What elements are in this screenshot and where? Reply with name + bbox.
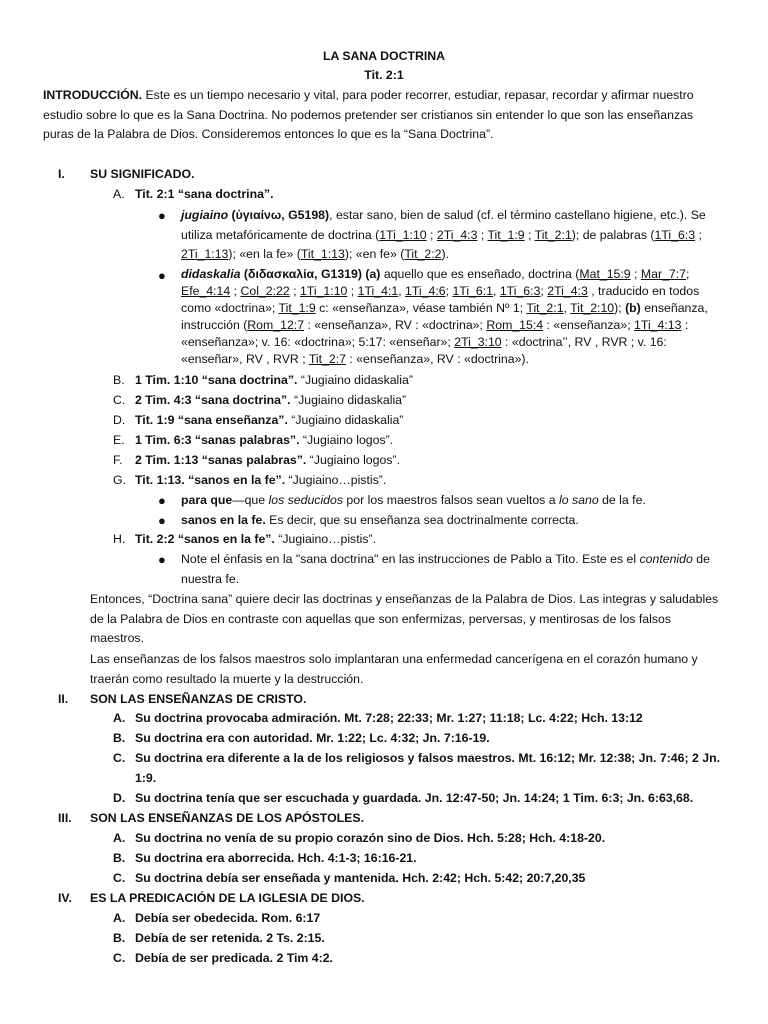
- item-text: 1 Tim. 6:3 “sanas palabras”. “Jugiaino logos”.: [135, 433, 394, 447]
- section-2-title: SON LAS ENSEÑANZAS DE CRISTO.: [90, 692, 307, 706]
- bullet-didaskalia: didaskalia (διδασκαλία, G1319) (a) aquello que es enseñado, doctrina (Mat_15:9 ; Mar_7:7; Efe_4:14 ; Col_2:22 ; 1Ti_1:10 ; 1Ti_4:1, 1Ti_4:6; 1Ti_6:1, 1Ti_6:3; 2Ti_4:3 , traducido en todos como «doctrina»; Tit_1:9 c: «enseñanza», véase también Nº 1; Tit_2:1, Tit_2:10); (b) enseñanza, instrucción (Rom_12:7 : «enseñanza», RV : «doctrina»; Rom_15:4 : «enseñanza»; 1Ti_4:13 : «enseñanza»; v. 16: «doctrina»; 5:17: «enseñar»; 2Ti_3:10 : «doctrina’’, RV , RVR ; v. 16: «enseñar», RV , RVR ; Tit_2:7 : «enseñanza», RV : «doctrina»).: [181, 267, 708, 366]
- item-letter: B.: [113, 931, 126, 945]
- bullet-text: ).: [441, 247, 449, 262]
- bullet-text: );: [614, 301, 626, 315]
- item-text: Debía ser obedecida. Rom. 6:17: [135, 911, 321, 925]
- scripture-link[interactable]: 1Ti_6:3: [654, 227, 696, 242]
- bullet-text: : «enseñanza», RV : «doctrina»).: [345, 352, 529, 366]
- greek-term: (ὑγιαίνω, G5198): [228, 208, 330, 222]
- scripture-link[interactable]: Mat_15:9: [579, 267, 631, 281]
- item-letter: A.: [113, 187, 125, 201]
- item-letter: C.: [113, 751, 126, 765]
- bullet-para-que: para que—que los seducidos por los maestros falsos sean vueltos a lo sano de la fe.: [181, 493, 646, 507]
- bullet-text: aquello que es enseñado, doctrina (: [380, 267, 580, 281]
- scripture-link[interactable]: 2Ti_1:13: [181, 247, 229, 262]
- scripture-link[interactable]: Tit_2:2: [404, 247, 442, 262]
- bullet-note-emphasis: Note el énfasis en la "sana doctrina" en las instrucciones de Pablo a Tito. Este es el contenido de: [181, 552, 710, 566]
- bullet-text: : «enseñanza»;: [543, 318, 635, 332]
- scripture-link[interactable]: Efe_4:14: [181, 284, 231, 298]
- item-text: Debía de ser predicada. 2 Tim 4:2.: [135, 951, 333, 965]
- item-letter: H.: [113, 532, 126, 546]
- bullet-icon: ●: [158, 493, 166, 508]
- greek-term: (διδασκαλία, G1319) (a): [240, 267, 381, 281]
- bullet-sanos-en-la-fe: sanos en la fe. Es decir, que su enseñanza sea doctrinalmente correcta.: [181, 513, 579, 527]
- item-letter: C.: [113, 871, 126, 885]
- document-title: LA SANA DOCTRINA: [322, 49, 446, 63]
- scripture-link[interactable]: Rom_15:4: [486, 318, 544, 332]
- bullet-text: : «enseñanza»; v. 16: «doctrina»; 5:17: «enseñar»;: [181, 318, 689, 349]
- scripture-link[interactable]: Col_2:22: [240, 284, 290, 298]
- document-reference: Tit. 2:1: [364, 68, 404, 82]
- scripture-link[interactable]: Tit_1:9: [278, 301, 316, 315]
- section-4-title: ES LA PREDICACIÓN DE LA IGLESIA DE DIOS.: [90, 891, 365, 905]
- conclusion-paragraph: Las enseñanzas de los falsos maestros solo implantaran una enfermedad cancerígena en el corazón humano y traerán como resultado la muerte y la destrucción.: [90, 652, 698, 686]
- item-text: Su doctrina era aborrecida. Hch. 4:1-3; 16:16-21.: [135, 851, 417, 865]
- bullet-icon: ●: [158, 268, 166, 283]
- introduction-text: Este es un tiempo necesario y vital, para poder recorrer, estudiar, repasar, recordar y afirmar nuestro estudio sobre lo que es la Sana Doctrina. No podemos pretender ser cristianos sin entender lo que son las enseñanzas puras de la Palabra de Dios. Consideremos entonces lo que es la “Sana Doctrina”.: [43, 88, 694, 142]
- scripture-link[interactable]: 1Ti_4:1: [357, 284, 399, 298]
- bullet-text: enseñanza, instrucción (: [181, 301, 708, 332]
- scripture-link[interactable]: 1Ti_4:13: [634, 318, 682, 332]
- bullet-text: ); de palabras (: [571, 227, 655, 242]
- scripture-link[interactable]: 1Ti_6:3: [499, 284, 541, 298]
- item-letter: E.: [113, 433, 125, 447]
- item-text: Tit. 1:13. “sanos en la fe”. “Jugiaino…pistis”.: [135, 473, 387, 487]
- bullet-note-emphasis-cont: nuestra fe.: [181, 572, 240, 586]
- bullet-text: ); «en fe» (: [344, 247, 405, 262]
- item-letter: A.: [113, 711, 126, 725]
- scripture-link[interactable]: Tit_2:1: [534, 227, 572, 242]
- item-text: Tit. 2:2 “sanos en la fe”. “Jugiaino…pistis”.: [135, 532, 377, 546]
- item-letter: D.: [113, 413, 126, 427]
- section-1-number: I.: [58, 167, 65, 181]
- section-2-number: II.: [58, 692, 69, 706]
- section-4-number: IV.: [58, 891, 72, 905]
- bullet-text: : «enseñanza», RV : «doctrina»;: [304, 318, 487, 332]
- scripture-link[interactable]: Tit_1:9: [487, 227, 525, 242]
- conclusion-paragraph: Entonces, “Doctrina sana” quiere decir las doctrinas y enseñanzas de la Palabra de Dios. Las integras y saludables de la Palabra de Dios en contraste con aquellas que son enfermizas, perversas, y mentirosas de los falsos maestros.: [90, 592, 719, 646]
- item-text: 2 Tim. 1:13 “sanas palabras”. “Jugiaino logos”.: [135, 453, 400, 467]
- bullet-icon: ●: [158, 552, 166, 567]
- item-letter: B.: [113, 731, 126, 745]
- item-letter: A.: [113, 911, 126, 925]
- scripture-link[interactable]: 2Ti_3:10: [454, 335, 502, 349]
- section-1-title: SU SIGNIFICADO.: [90, 167, 195, 181]
- sense-label: (b): [625, 301, 641, 315]
- introduction-label: INTRODUCCIÓN.: [43, 88, 143, 102]
- item-letter: G.: [113, 473, 126, 487]
- scripture-link[interactable]: 1Ti_4:6: [405, 284, 446, 298]
- section-3-number: III.: [58, 811, 72, 825]
- item-letter: F.: [113, 453, 123, 467]
- item-letter: C.: [113, 951, 126, 965]
- item-text: 1 Tim. 1:10 “sana doctrina”. “Jugiaino didaskalia”: [135, 373, 413, 387]
- bullet-text: , traducido en todos como «doctrina»;: [181, 284, 700, 315]
- item-text: Su doctrina debía ser enseñada y mantenida. Hch. 2:42; Hch. 5:42; 20:7,20,35: [135, 871, 586, 885]
- item-text: Su doctrina era diferente a la de los religiosos y falsos maestros. Mt. 16:12; Mr. 12:38; Jn. 7:46; 2 Jn. 1:9.: [135, 751, 720, 785]
- item-text: Su doctrina no venía de su propio corazón sino de Dios. Hch. 5:28; Hch. 4:18-20.: [135, 831, 606, 845]
- scripture-link[interactable]: 1Ti_1:10: [299, 284, 348, 298]
- section-3-title: SON LAS ENSEÑANZAS DE LOS APÓSTOLES.: [90, 811, 364, 825]
- scripture-link[interactable]: Mar_7:7: [640, 267, 687, 281]
- item-letter: C.: [113, 393, 126, 407]
- scripture-link[interactable]: Tit_2:1: [526, 301, 564, 315]
- item-text: Su doctrina tenía que ser escuchada y guardada. Jn. 12:47-50; Jn. 14:24; 1 Tim. 6:3; Jn. 6:63,68.: [135, 791, 694, 805]
- bullet-text: c: «enseñanza», véase también Nº 1;: [315, 301, 527, 315]
- item-text: Su doctrina era con autoridad. Mr. 1:22; Lc. 4:32; Jn. 7:16-19.: [135, 731, 490, 745]
- scripture-link[interactable]: 2Ti_4:3: [547, 284, 588, 298]
- term: jugiaino: [181, 208, 229, 222]
- term: didaskalia: [181, 267, 241, 281]
- item-text: Tit. 1:9 “sana enseñanza”. “Jugiaino didaskalia”: [135, 413, 404, 427]
- scripture-link[interactable]: 1Ti_6:1: [452, 284, 493, 298]
- bullet-icon: ●: [158, 513, 166, 528]
- scripture-link[interactable]: Tit_2:7: [308, 352, 346, 366]
- item-text: 2 Tim. 4:3 “sana doctrina”. “Jugiaino didaskalia”: [135, 393, 407, 407]
- bullet-jugiaino: jugiaino (ὑγιαίνω, G5198), estar sano, bien de salud (cf. el término castellano higiene, etc.). Se utiliza metafóricamente de doctrina (1Ti_1:10 ; 2Ti_4:3 ; Tit_1:9 ; Tit_2:1); de palabras (1Ti_6:3 ; 2Ti_1:13); «en la fe» (Tit_1:13); «en fe» (Tit_2:2).: [181, 208, 706, 262]
- scripture-link[interactable]: 2Ti_4:3: [436, 227, 478, 242]
- item-letter: A.: [113, 831, 126, 845]
- scripture-link[interactable]: 1Ti_1:10: [379, 227, 427, 242]
- bullet-icon: ●: [158, 208, 166, 223]
- item-text: Debía de ser retenida. 2 Ts. 2:15.: [135, 931, 325, 945]
- item-letter: D.: [113, 791, 126, 805]
- item-letter: B.: [113, 851, 126, 865]
- scripture-link[interactable]: Tit_1:13: [300, 247, 345, 262]
- bullet-text: , estar sano, bien de salud (cf. el término castellano higiene, etc.). Se utiliza metafóricamente de doctrina (: [181, 208, 706, 242]
- introduction-paragraph: [43, 86, 723, 145]
- item-text: Tit. 2:1 “sana doctrina”.: [135, 187, 274, 201]
- item-text: Su doctrina provocaba admiración. Mt. 7:28; 22:33; Mr. 1:27; 11:18; Lc. 4:22; Hch. 13:12: [135, 711, 643, 725]
- scripture-link[interactable]: Rom_12:7: [247, 318, 305, 332]
- bullet-text: ); «en la fe» (: [228, 247, 301, 262]
- bullet-text: : «doctrina’’, RV , RVR ; v. 16: «enseñar», RV , RVR ;: [181, 335, 667, 366]
- scripture-link[interactable]: Tit_2:10: [570, 301, 615, 315]
- item-letter: B.: [113, 373, 125, 387]
